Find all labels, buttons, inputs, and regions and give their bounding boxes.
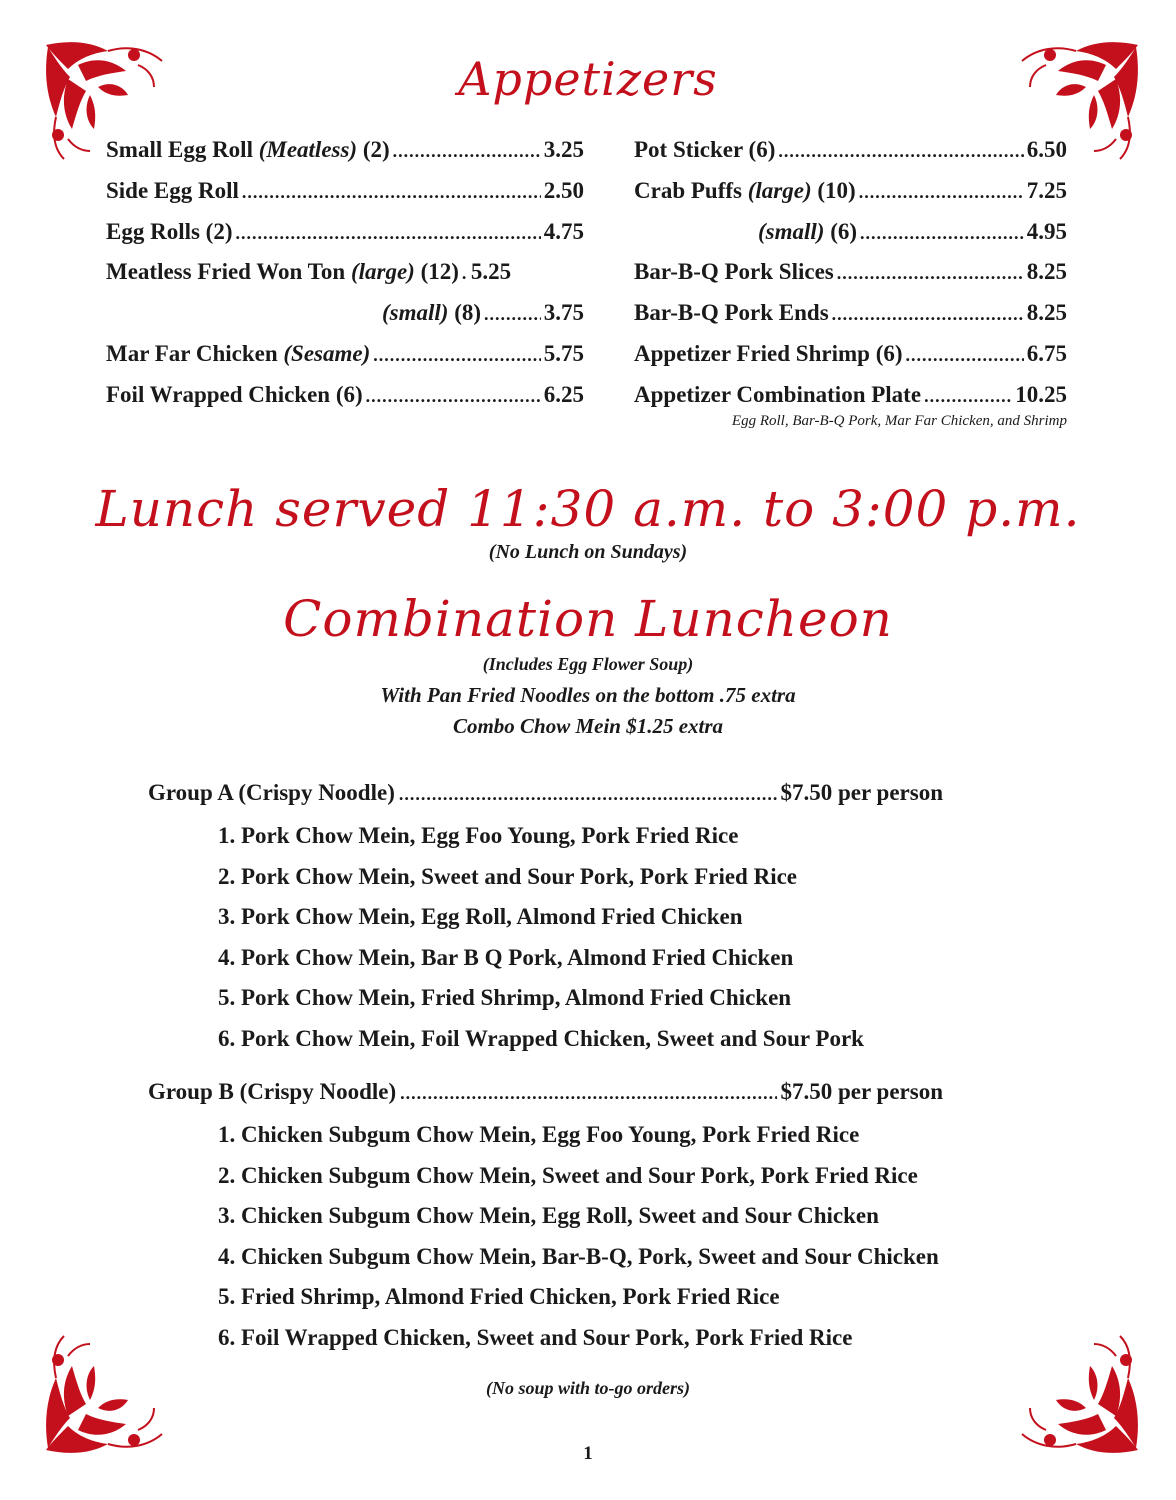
- combination-title: Combination Luncheon: [283, 590, 893, 648]
- list-item: 1. Chicken Subgum Chow Mein, Egg Foo Young, Pork Fried Rice: [218, 1122, 860, 1147]
- list-item: 1. Pork Chow Mein, Egg Foo Young, Pork Fried Rice: [218, 823, 739, 848]
- menu-item-price: 6.50: [1026, 137, 1067, 162]
- list-item: 4. Chicken Subgum Chow Mein, Bar-B-Q, Pork, Sweet and Sour Chicken: [218, 1243, 939, 1269]
- menu-item: Side Egg Roll ..... 2.50: [106, 178, 584, 219]
- list-item: 2. Chicken Subgum Chow Mein, Sweet and Sour Pork, Pork Fried Rice: [218, 1162, 918, 1188]
- group-label: Group A (Crispy Noodle): [148, 780, 395, 805]
- list-item: 4. Pork Chow Mein, Bar B Q Pork, Almond Fried Chicken: [218, 944, 794, 970]
- appetizers-title: Appetizers: [458, 52, 718, 106]
- group-header: [148, 780, 943, 816]
- menu-item-price: 2.50: [543, 177, 584, 203]
- menu-item: Crab Puffs (large) (10) ..... 7.25: [634, 178, 1067, 219]
- menu-item-price: 4.75: [543, 218, 584, 244]
- list-item: 2. Pork Chow Mein, Sweet and Sour Pork, Pork Fried Rice: [218, 863, 798, 889]
- list-item: 3. Chicken Subgum Chow Mein, Egg Roll, Sweet and Sour Chicken: [218, 1203, 879, 1228]
- togo-note: (No soup with to-go orders): [485, 1378, 691, 1398]
- menu-item-price: 8.25: [1026, 259, 1067, 285]
- group-header: [148, 1079, 943, 1115]
- menu-item: Mar Far Chicken (Sesame) ..... 5.75: [106, 341, 584, 382]
- lunch-hours-title: Lunch served 11:30 a.m. to 3:00 p.m.: [95, 480, 1081, 538]
- list-item: 5. Fried Shrimp, Almond Fried Chicken, Pork Fried Rice: [218, 1284, 780, 1309]
- menu-item-price: 4.95: [1026, 218, 1067, 244]
- menu-item-price: 6.75: [1026, 340, 1067, 366]
- page-number: 1: [583, 1443, 593, 1464]
- list-item: 6. Foil Wrapped Chicken, Sweet and Sour Pork, Pork Fried Rice: [218, 1324, 853, 1350]
- menu-item: Egg Rolls (2) ..... 4.75: [106, 219, 584, 260]
- menu-item: Small Egg Roll (Meatless) (2) ..... 3.25: [106, 137, 584, 178]
- menu-item-price: 3.25: [543, 137, 584, 162]
- combo-plate-note: Egg Roll, Bar-B-Q Pork, Mar Far Chicken, and Shrimp: [731, 412, 1067, 429]
- list-item: 5. Pork Chow Mein, Fried Shrimp, Almond Fried Chicken: [218, 985, 792, 1010]
- menu-item: Foil Wrapped Chicken (6) ..... 6.25: [106, 382, 584, 423]
- menu-item: Pot Sticker (6) ..... 6.50: [634, 137, 1067, 178]
- menu-item-price: 6.25: [543, 381, 584, 407]
- menu-item-price: 7.25: [1026, 177, 1067, 203]
- menu-item: Bar-B-Q Pork Ends ..... 8.25: [634, 300, 1067, 341]
- lunch-note: (No Lunch on Sundays): [488, 541, 688, 563]
- noodle-note: With Pan Fried Noodles on the bottom .75 extra: [380, 683, 796, 707]
- group-b: [148, 1079, 1068, 1358]
- menu-item: Meatless Fried Won Ton (large) (12) ..... 5.25: [106, 259, 584, 300]
- menu-item: (small) (8) ..... 3.75: [106, 300, 584, 341]
- soup-note: (Includes Egg Flower Soup): [482, 654, 694, 674]
- menu-item-price: 3.75: [543, 300, 584, 326]
- menu-item-price: 8.25: [1026, 300, 1067, 326]
- menu-item: Appetizer Combination Plate ..... 10.25: [634, 382, 1067, 423]
- appetizers-left-column: [106, 137, 584, 423]
- menu-item-price: 5.25: [470, 259, 512, 285]
- appetizers-right-column: [634, 137, 1067, 430]
- list-item: 3. Pork Chow Mein, Egg Roll, Almond Fried Chicken: [218, 904, 743, 929]
- group-a: [148, 780, 1068, 1059]
- group-price: $7.50 per person: [780, 1079, 943, 1104]
- menu-item: Bar-B-Q Pork Slices ..... 8.25: [634, 259, 1067, 300]
- group-price: $7.50 per person: [780, 780, 943, 805]
- group-label: Group B (Crispy Noodle): [148, 1079, 397, 1104]
- menu-item: Appetizer Fried Shrimp (6) ..... 6.75: [634, 341, 1067, 382]
- menu-item-price: 10.25: [1015, 381, 1067, 407]
- menu-item-price: 5.75: [543, 340, 584, 366]
- menu-item: (small) (6) ..... 4.95: [634, 219, 1067, 260]
- chow-mein-note: Combo Chow Mein $1.25 extra: [452, 714, 724, 738]
- list-item: 6. Pork Chow Mein, Foil Wrapped Chicken, Sweet and Sour Pork: [218, 1025, 864, 1051]
